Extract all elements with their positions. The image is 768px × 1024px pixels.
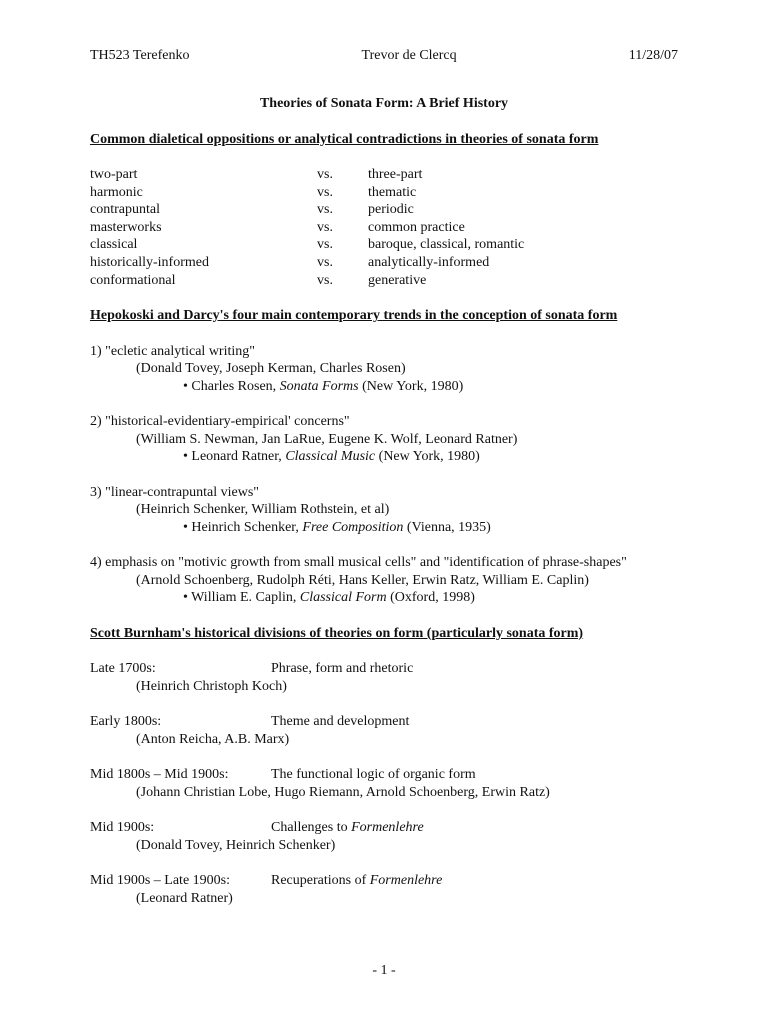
trend-item bbox=[90, 554, 678, 607]
trend-people: (Donald Tovey, Joseph Kerman, Charles Rosen) bbox=[136, 361, 406, 377]
trend-people: (Heinrich Schenker, William Rothstein, et al) bbox=[136, 502, 390, 518]
trend-reference bbox=[90, 378, 678, 396]
trend-ref-author: • William E. Caplin, bbox=[183, 590, 300, 606]
trend-label: 3) "linear-contrapuntal views" bbox=[90, 484, 259, 500]
section-heading-burnham: Scott Burnham's historical divisions of theories on form (particularly sonata form) bbox=[90, 625, 584, 641]
opposition-left: harmonic bbox=[90, 184, 143, 200]
division-row bbox=[90, 766, 678, 784]
opposition-row bbox=[90, 166, 678, 184]
division-row bbox=[90, 819, 678, 837]
opposition-row bbox=[90, 184, 678, 202]
header-date: 11/28/07 bbox=[628, 48, 678, 63]
header-course: TH523 Terefenko bbox=[90, 48, 190, 63]
division-topic-italic: Formenlehre bbox=[351, 820, 424, 836]
opposition-row bbox=[90, 254, 678, 272]
division-period: Late 1700s: bbox=[90, 661, 156, 677]
trend-reference bbox=[90, 519, 678, 537]
page-title: Theories of Sonata Form: A Brief History bbox=[259, 96, 509, 111]
trend-ref-author: • Heinrich Schenker, bbox=[183, 519, 303, 535]
division-period: Mid 1800s – Mid 1900s: bbox=[90, 767, 229, 783]
division-topic-text: Phrase, form and rhetoric bbox=[271, 661, 414, 677]
opposition-right: generative bbox=[368, 272, 427, 288]
opposition-vs: vs. bbox=[317, 272, 333, 288]
opposition-left: classical bbox=[90, 237, 138, 253]
division-row bbox=[90, 713, 678, 731]
division-period: Mid 1900s – Late 1900s: bbox=[90, 873, 230, 889]
division-people: (Heinrich Christoph Koch) bbox=[136, 678, 287, 694]
division-row bbox=[90, 660, 678, 678]
opposition-right: periodic bbox=[368, 202, 414, 218]
division-item bbox=[90, 660, 678, 695]
trend-ref-publication: (Vienna, 1935) bbox=[403, 519, 491, 535]
division-people: (Donald Tovey, Heinrich Schenker) bbox=[136, 837, 336, 853]
opposition-row bbox=[90, 201, 678, 219]
trend-reference bbox=[90, 448, 678, 466]
oppositions-list bbox=[90, 166, 678, 289]
opposition-vs: vs. bbox=[317, 184, 333, 200]
trend-reference bbox=[90, 589, 678, 607]
division-item bbox=[90, 819, 678, 854]
division-topic-text: Challenges to bbox=[271, 820, 352, 836]
opposition-left: two-part bbox=[90, 167, 138, 182]
opposition-right: three-part bbox=[368, 167, 423, 182]
trend-ref-publication: (New York, 1980) bbox=[375, 449, 480, 465]
trend-item bbox=[90, 413, 678, 466]
opposition-vs: vs. bbox=[317, 202, 333, 218]
trend-ref-title: Classical Music bbox=[285, 449, 376, 465]
opposition-row bbox=[90, 272, 678, 290]
trend-people: (William S. Newman, Jan LaRue, Eugene K. Wolf, Leonard Ratner) bbox=[136, 431, 518, 447]
division-item bbox=[90, 713, 678, 748]
division-item bbox=[90, 872, 678, 907]
opposition-left: historically-informed bbox=[90, 254, 209, 270]
division-period: Early 1800s: bbox=[90, 714, 162, 730]
opposition-right: thematic bbox=[368, 184, 417, 200]
division-topic-italic: Formenlehre bbox=[369, 873, 443, 889]
trend-item bbox=[90, 484, 678, 537]
opposition-vs: vs. bbox=[317, 237, 333, 253]
document-page bbox=[90, 47, 678, 907]
division-topic bbox=[271, 713, 678, 731]
trend-ref-author: • Charles Rosen, bbox=[183, 378, 280, 394]
opposition-right: baroque, classical, romantic bbox=[368, 237, 525, 253]
trend-item bbox=[90, 343, 678, 396]
opposition-left: masterworks bbox=[90, 219, 162, 235]
opposition-right: common practice bbox=[368, 219, 465, 235]
trend-ref-publication: (New York, 1980) bbox=[358, 378, 464, 394]
trend-label: 4) emphasis on "motivic growth from small musical cells" and "identification of phrase-shapes" bbox=[90, 555, 627, 571]
opposition-vs: vs. bbox=[317, 219, 333, 235]
opposition-right: analytically-informed bbox=[368, 254, 490, 270]
opposition-vs: vs. bbox=[317, 254, 333, 270]
division-topic-text: Recuperations of bbox=[271, 873, 370, 889]
trend-label: 2) "historical-evidentiary-empirical' concerns" bbox=[90, 414, 350, 430]
page-number: - 1 - bbox=[372, 963, 396, 978]
opposition-left: contrapuntal bbox=[90, 202, 160, 218]
division-topic bbox=[271, 660, 678, 678]
trend-people: (Arnold Schoenberg, Rudolph Réti, Hans Keller, Erwin Ratz, William E. Caplin) bbox=[136, 572, 589, 588]
opposition-row bbox=[90, 219, 678, 237]
division-row bbox=[90, 872, 678, 890]
section-heading-oppositions: Common dialetical oppositions or analytical contradictions in theories of sonata form bbox=[90, 131, 599, 147]
trend-label: 1) "ecletic analytical writing" bbox=[90, 343, 255, 359]
page-header bbox=[90, 47, 678, 65]
division-topic bbox=[271, 872, 678, 890]
trend-ref-author: • Leonard Ratner, bbox=[183, 449, 286, 465]
header-author: Trevor de Clercq bbox=[361, 48, 457, 63]
trend-ref-title: Free Composition bbox=[302, 519, 404, 535]
division-people: (Anton Reicha, A.B. Marx) bbox=[136, 731, 290, 747]
opposition-vs: vs. bbox=[317, 167, 333, 182]
division-period: Mid 1900s: bbox=[90, 820, 155, 836]
division-topic-text: The functional logic of organic form bbox=[271, 767, 476, 783]
trend-ref-title: Sonata Forms bbox=[279, 378, 359, 394]
division-topic bbox=[271, 766, 678, 784]
division-topic-text: Theme and development bbox=[271, 714, 410, 730]
opposition-left: conformational bbox=[90, 272, 176, 288]
division-people: (Leonard Ratner) bbox=[136, 890, 233, 906]
section-heading-trends: Hepokoski and Darcy's four main contemporary trends in the conception of sonata form bbox=[90, 308, 618, 324]
division-item bbox=[90, 766, 678, 801]
division-topic bbox=[271, 819, 678, 837]
trend-ref-publication: (Oxford, 1998) bbox=[386, 590, 475, 606]
opposition-row bbox=[90, 236, 678, 254]
division-people: (Johann Christian Lobe, Hugo Riemann, Arnold Schoenberg, Erwin Ratz) bbox=[136, 784, 550, 800]
trend-ref-title: Classical Form bbox=[299, 590, 387, 606]
